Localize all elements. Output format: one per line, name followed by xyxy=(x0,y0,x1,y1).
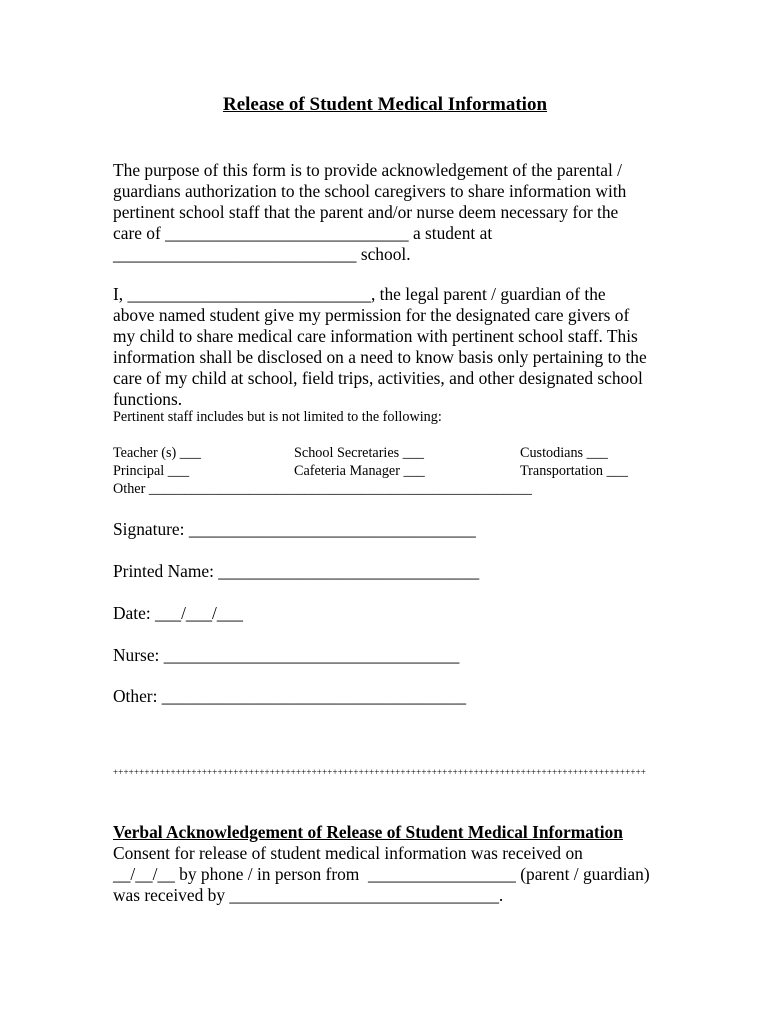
signature-field[interactable]: Signature: _________________________________ xyxy=(113,519,476,539)
school-name-blank[interactable]: ____________________________ school. xyxy=(113,244,411,264)
permission-line: information shall be disclosed on a need to know basis only pertaining to the xyxy=(113,347,647,367)
principal-option[interactable]: Principal ___ xyxy=(113,463,190,479)
verbal-consent-date-line[interactable]: __/__/__ by phone / in person from _________________ (parent / guardian) xyxy=(113,864,650,884)
transportation-option[interactable]: Transportation ___ xyxy=(520,463,628,479)
date-field[interactable]: Date: ___/___/___ xyxy=(113,603,243,623)
nurse-field[interactable]: Nurse: __________________________________ xyxy=(113,645,460,665)
other-staff-field[interactable]: Other ______________________________________________________ xyxy=(113,481,532,497)
permission-paragraph xyxy=(113,284,673,410)
verbal-line: Consent for release of student medical information was received on xyxy=(113,843,583,863)
verbal-section-title: Verbal Acknowledgement of Release of Student Medical Information xyxy=(113,822,623,842)
staff-note: Pertinent staff includes but is not limited to the following: xyxy=(113,409,442,425)
permission-line: my child to share medical care information with pertinent school staff. This xyxy=(113,326,638,346)
purpose-paragraph xyxy=(113,160,673,265)
received-by-line[interactable]: was received by _______________________________. xyxy=(113,885,504,905)
purpose-line: The purpose of this form is to provide acknowledgement of the parental / xyxy=(113,160,623,180)
staff-options-row xyxy=(113,462,673,480)
section-separator: ++++++++++++++++++++++++++++++++++++++++++++++++++++++++++++++++++++++++++++++++++++++++++++++++++++++ xyxy=(113,767,647,777)
page-title: Release of Student Medical Information xyxy=(222,94,548,115)
permission-line: care of my child at school, field trips, activities, and other designated school xyxy=(113,368,643,388)
purpose-line: pertinent school staff that the parent and/or nurse deem necessary for the xyxy=(113,202,619,222)
school-secretaries-option[interactable]: School Secretaries ___ xyxy=(294,445,425,461)
other-field[interactable]: Other: ___________________________________ xyxy=(113,686,467,706)
cafeteria-manager-option[interactable]: Cafeteria Manager ___ xyxy=(294,463,425,479)
printed-name-field[interactable]: Printed Name: ______________________________ xyxy=(113,561,480,581)
teacher-option[interactable]: Teacher (s) ___ xyxy=(113,445,202,461)
student-name-blank[interactable]: care of ____________________________ a student at xyxy=(113,223,493,243)
purpose-line: guardians authorization to the school caregivers to share information with xyxy=(113,181,627,201)
guardian-name-blank[interactable]: I, ____________________________, the legal parent / guardian of the xyxy=(113,284,606,304)
verbal-paragraph xyxy=(113,843,673,906)
permission-line: above named student give my permission for the designated care givers of xyxy=(113,305,630,325)
permission-line: functions. xyxy=(113,389,183,409)
custodians-option[interactable]: Custodians ___ xyxy=(520,445,608,461)
staff-options-row xyxy=(113,444,673,462)
